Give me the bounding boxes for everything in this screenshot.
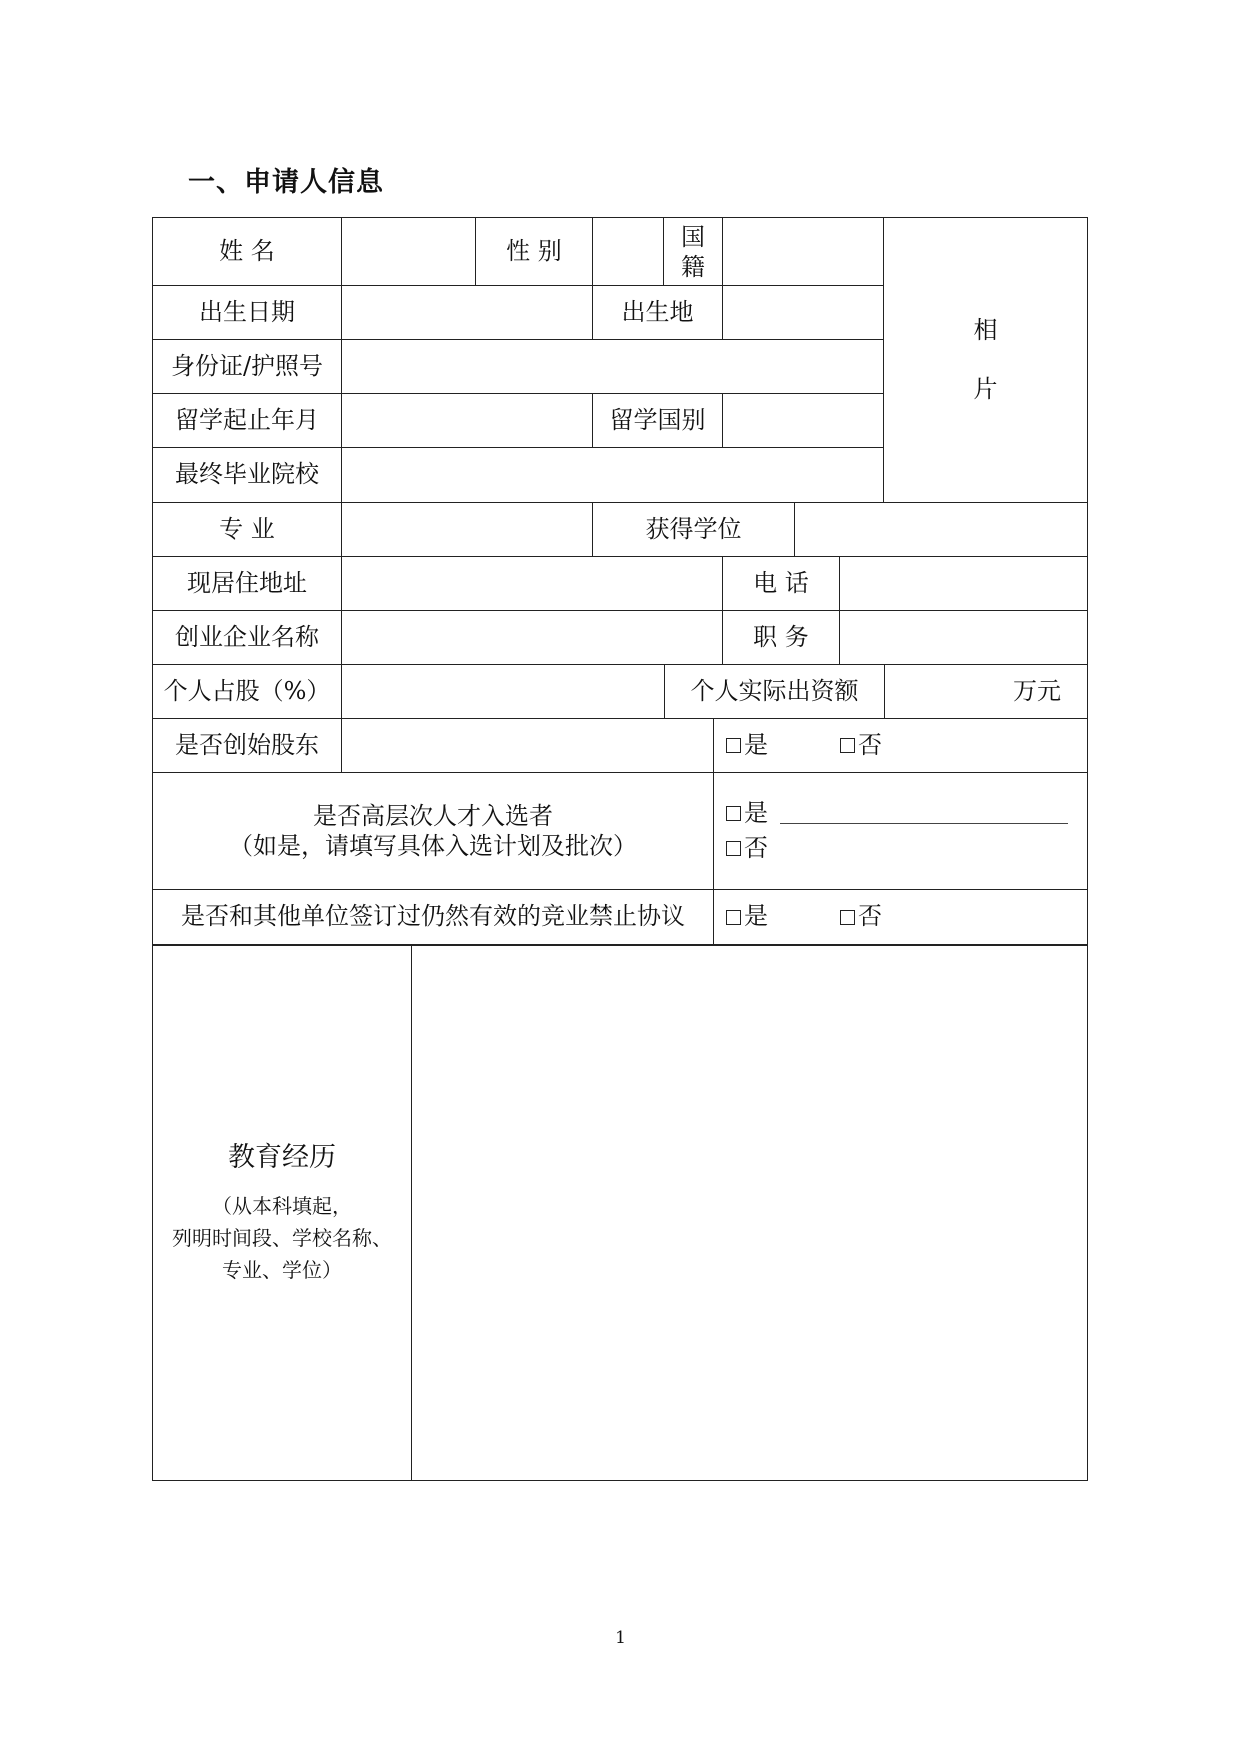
address-label: 现居住地址 bbox=[152, 556, 342, 611]
birth-date-label: 出生日期 bbox=[152, 285, 342, 340]
name-input[interactable] bbox=[341, 217, 476, 286]
study-period-label: 留学起止年月 bbox=[152, 393, 342, 448]
founder-options bbox=[713, 718, 1088, 773]
photo-label-line1: 相 bbox=[973, 315, 998, 344]
capital-label: 个人实际出资额 bbox=[664, 664, 885, 719]
phone-label: 电 话 bbox=[722, 556, 840, 611]
page-number: 1 bbox=[615, 1628, 626, 1648]
talent-yes-label: 是 bbox=[744, 798, 768, 827]
nationality-label bbox=[663, 217, 723, 286]
founder-label: 是否创始股东 bbox=[152, 718, 342, 773]
graduate-school-input[interactable] bbox=[341, 447, 884, 503]
degree-input[interactable] bbox=[794, 502, 1088, 557]
capital-unit: 万元 bbox=[1013, 676, 1061, 705]
study-country-input[interactable] bbox=[722, 393, 884, 448]
birth-date-input[interactable] bbox=[341, 285, 593, 340]
noncompete-no-label: 否 bbox=[858, 902, 882, 931]
share-label: 个人占股（%） bbox=[152, 664, 342, 719]
study-country-label: 留学国别 bbox=[592, 393, 723, 448]
gender-label: 性 别 bbox=[475, 217, 593, 286]
noncompete-label: 是否和其他单位签订过仍然有效的竞业禁止协议 bbox=[152, 889, 714, 945]
graduate-school-label: 最终毕业院校 bbox=[152, 447, 342, 503]
talent-options bbox=[713, 772, 1088, 890]
photo-label-line2: 片 bbox=[973, 375, 998, 403]
study-period-input[interactable] bbox=[341, 393, 593, 448]
talent-label-line1: 是否高层次人才入选者 bbox=[313, 802, 553, 830]
talent-no-label: 否 bbox=[744, 834, 768, 862]
position-label: 职 务 bbox=[722, 610, 840, 665]
company-label: 创业企业名称 bbox=[152, 610, 342, 665]
noncompete-yes-label: 是 bbox=[744, 902, 768, 931]
birth-place-label: 出生地 bbox=[592, 285, 723, 340]
name-label: 姓 名 bbox=[152, 217, 342, 286]
checkbox-icon[interactable] bbox=[726, 910, 741, 925]
checkbox-icon[interactable] bbox=[726, 841, 741, 856]
id-number-label: 身份证/护照号 bbox=[152, 339, 342, 394]
education-hint-line2: 列明时间段、学校名称、 bbox=[172, 1225, 392, 1250]
major-input[interactable] bbox=[341, 502, 593, 557]
birth-place-input[interactable] bbox=[722, 285, 884, 340]
capital-input[interactable] bbox=[884, 664, 1088, 719]
share-input[interactable] bbox=[341, 664, 665, 719]
id-number-input[interactable] bbox=[341, 339, 884, 394]
checkbox-icon[interactable] bbox=[726, 738, 741, 753]
address-input[interactable] bbox=[341, 556, 723, 611]
degree-label: 获得学位 bbox=[592, 502, 795, 557]
education-input[interactable] bbox=[411, 945, 1088, 1481]
noncompete-yes-option[interactable] bbox=[726, 901, 768, 932]
education-hint-line1: （从本科填起， bbox=[212, 1193, 352, 1218]
gender-input[interactable] bbox=[592, 217, 664, 286]
photo-area[interactable] bbox=[883, 217, 1088, 503]
founder-no-option[interactable] bbox=[840, 730, 882, 761]
section-title: 一、申请人信息 bbox=[188, 167, 384, 198]
education-hint-line3: 专业、学位） bbox=[222, 1257, 342, 1282]
talent-label-line2: （如是，请填写具体入选计划及批次） bbox=[229, 832, 637, 860]
education-title: 教育经历 bbox=[228, 1142, 336, 1174]
talent-yes-option[interactable] bbox=[726, 798, 1068, 829]
talent-label bbox=[152, 772, 714, 890]
company-input[interactable] bbox=[341, 610, 723, 665]
position-input[interactable] bbox=[839, 610, 1088, 665]
founder-yes-option[interactable] bbox=[726, 730, 768, 761]
noncompete-options bbox=[713, 889, 1088, 945]
founder-spacer bbox=[341, 718, 714, 773]
nationality-label-line1: 国 bbox=[681, 222, 705, 251]
talent-no-option[interactable] bbox=[726, 833, 768, 864]
nationality-input[interactable] bbox=[722, 217, 884, 286]
talent-plan-blank[interactable] bbox=[780, 803, 1068, 824]
checkbox-icon[interactable] bbox=[840, 910, 855, 925]
founder-no-label: 否 bbox=[858, 730, 882, 759]
noncompete-no-option[interactable] bbox=[840, 901, 882, 932]
education-label bbox=[152, 945, 412, 1481]
major-label: 专 业 bbox=[152, 502, 342, 557]
checkbox-icon[interactable] bbox=[840, 738, 855, 753]
founder-yes-label: 是 bbox=[744, 730, 768, 759]
phone-input[interactable] bbox=[839, 556, 1088, 611]
nationality-label-line2: 籍 bbox=[681, 252, 705, 281]
checkbox-icon[interactable] bbox=[726, 806, 741, 821]
